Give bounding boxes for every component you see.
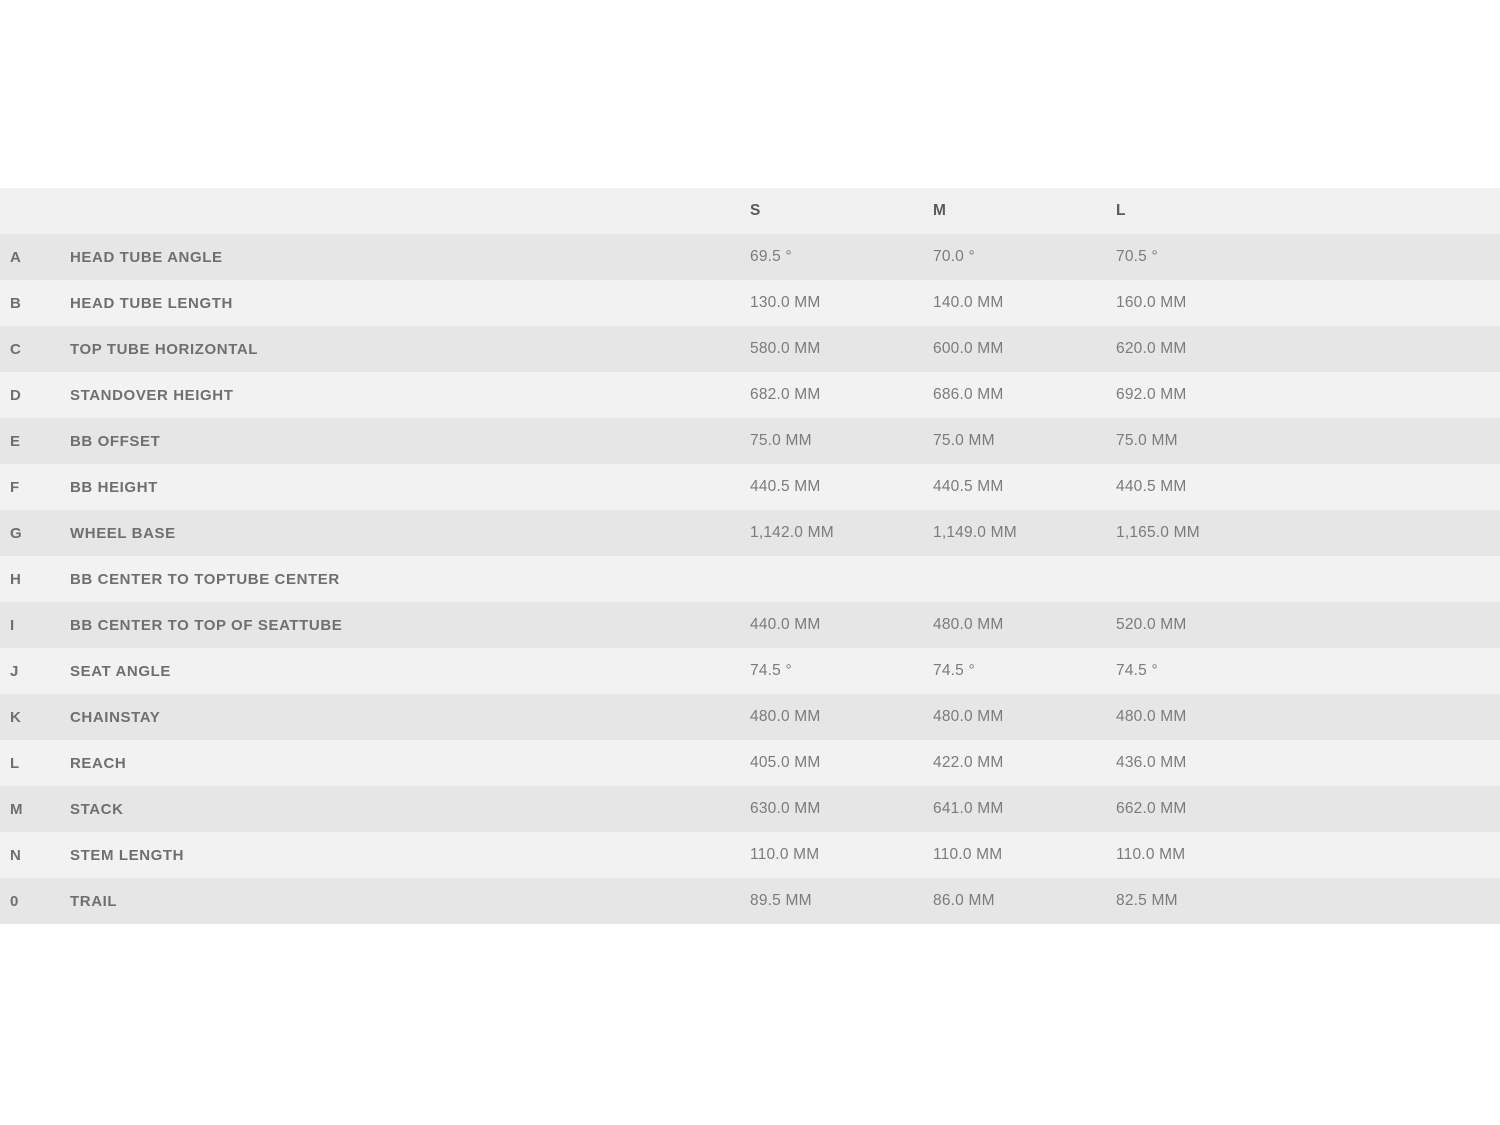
row-value-m: 86.0 MM (933, 892, 995, 909)
row-value-s: 130.0 MM (750, 294, 821, 311)
row-value-m: 686.0 MM (933, 386, 1004, 403)
row-value-s: 405.0 MM (750, 754, 821, 771)
row-value-m: 110.0 MM (933, 846, 1003, 863)
row-label: HEAD TUBE ANGLE (70, 248, 223, 266)
row-spacer (1299, 418, 1500, 464)
row-value-l: 74.5 ° (1116, 662, 1158, 679)
row-label: SEAT ANGLE (70, 662, 172, 680)
row-label: BB CENTER TO TOPTUBE CENTER (70, 570, 340, 588)
row-value-l: 662.0 MM (1116, 800, 1187, 817)
row-letter: C (10, 340, 22, 358)
row-spacer (1299, 786, 1500, 832)
row-value-s: 1,142.0 MM (750, 524, 834, 541)
header-letter-col (0, 188, 70, 234)
row-letter: D (10, 386, 22, 404)
row-spacer (1299, 694, 1500, 740)
row-letter: A (10, 248, 22, 266)
row-label: BB CENTER TO TOP OF SEATTUBE (70, 616, 343, 634)
row-spacer (1299, 372, 1500, 418)
row-letter: K (10, 708, 22, 726)
row-value-s: 630.0 MM (750, 800, 821, 817)
table-row (0, 418, 1500, 464)
row-letter: M (10, 800, 23, 818)
table-row (0, 280, 1500, 326)
row-value-s: 440.0 MM (750, 616, 821, 633)
column-header-m: M (933, 202, 947, 219)
row-spacer (1299, 234, 1500, 280)
row-value-m: 74.5 ° (933, 662, 975, 679)
row-value-s: 110.0 MM (750, 846, 820, 863)
row-letter: G (10, 524, 22, 542)
table-row (0, 648, 1500, 694)
row-label: CHAINSTAY (70, 708, 161, 726)
row-value-s: 69.5 ° (750, 248, 792, 265)
row-value-s: 682.0 MM (750, 386, 821, 403)
row-spacer (1299, 740, 1500, 786)
row-letter: B (10, 294, 22, 312)
geometry-table (0, 188, 1500, 924)
row-label: BB HEIGHT (70, 478, 158, 496)
row-letter: F (10, 478, 20, 496)
table-body (0, 234, 1500, 924)
header-spacer-col (1299, 188, 1500, 234)
table-row (0, 556, 1500, 602)
row-value-l (1116, 556, 1299, 602)
row-letter: H (10, 570, 22, 588)
row-label: BB OFFSET (70, 432, 161, 450)
table-row (0, 234, 1500, 280)
row-letter: L (10, 754, 20, 772)
table-row (0, 372, 1500, 418)
row-spacer (1299, 326, 1500, 372)
row-label: STANDOVER HEIGHT (70, 386, 234, 404)
table-row (0, 740, 1500, 786)
row-spacer (1299, 280, 1500, 326)
row-letter: E (10, 432, 21, 450)
row-value-m: 140.0 MM (933, 294, 1004, 311)
table-row (0, 464, 1500, 510)
row-spacer (1299, 832, 1500, 878)
row-value-s (750, 556, 933, 602)
row-value-m (933, 556, 1116, 602)
row-spacer (1299, 510, 1500, 556)
row-value-l: 480.0 MM (1116, 708, 1187, 725)
row-value-l: 70.5 ° (1116, 248, 1158, 265)
table-header-row (0, 188, 1500, 234)
row-value-m: 480.0 MM (933, 708, 1004, 725)
row-value-s: 75.0 MM (750, 432, 812, 449)
row-value-m: 600.0 MM (933, 340, 1004, 357)
row-value-m: 440.5 MM (933, 478, 1004, 495)
row-spacer (1299, 648, 1500, 694)
table-row (0, 510, 1500, 556)
row-value-m: 75.0 MM (933, 432, 995, 449)
row-value-l: 440.5 MM (1116, 478, 1187, 495)
row-value-l: 75.0 MM (1116, 432, 1178, 449)
row-value-s: 580.0 MM (750, 340, 821, 357)
row-value-l: 82.5 MM (1116, 892, 1178, 909)
row-value-s: 480.0 MM (750, 708, 821, 725)
table-row (0, 832, 1500, 878)
row-value-m: 70.0 ° (933, 248, 975, 265)
table-header (0, 188, 1500, 234)
table-row (0, 602, 1500, 648)
header-measure-col (70, 188, 750, 234)
row-spacer (1299, 556, 1500, 602)
row-value-s: 89.5 MM (750, 892, 812, 909)
table-row (0, 694, 1500, 740)
column-header-l: L (1116, 202, 1126, 219)
row-label: STEM LENGTH (70, 846, 185, 864)
row-value-m: 422.0 MM (933, 754, 1004, 771)
row-value-l: 692.0 MM (1116, 386, 1187, 403)
row-value-s: 440.5 MM (750, 478, 821, 495)
row-letter: N (10, 846, 22, 864)
row-value-m: 480.0 MM (933, 616, 1004, 633)
row-spacer (1299, 602, 1500, 648)
column-header-s: S (750, 202, 761, 219)
row-label: TOP TUBE HORIZONTAL (70, 340, 259, 358)
row-value-l: 436.0 MM (1116, 754, 1187, 771)
row-value-s: 74.5 ° (750, 662, 792, 679)
row-label: STACK (70, 800, 124, 818)
row-value-l: 160.0 MM (1116, 294, 1187, 311)
row-value-m: 1,149.0 MM (933, 524, 1017, 541)
row-label: TRAIL (70, 892, 118, 910)
table-row (0, 878, 1500, 924)
row-spacer (1299, 464, 1500, 510)
row-value-l: 110.0 MM (1116, 846, 1186, 863)
table-row (0, 786, 1500, 832)
table-row (0, 326, 1500, 372)
row-letter: I (10, 616, 15, 634)
row-letter: 0 (10, 892, 19, 910)
row-label: WHEEL BASE (70, 524, 176, 542)
row-value-m: 641.0 MM (933, 800, 1004, 817)
row-value-l: 1,165.0 MM (1116, 524, 1200, 541)
row-spacer (1299, 878, 1500, 924)
row-letter: J (10, 662, 19, 680)
row-label: HEAD TUBE LENGTH (70, 294, 233, 312)
row-label: REACH (70, 754, 127, 772)
row-value-l: 620.0 MM (1116, 340, 1187, 357)
row-value-l: 520.0 MM (1116, 616, 1187, 633)
